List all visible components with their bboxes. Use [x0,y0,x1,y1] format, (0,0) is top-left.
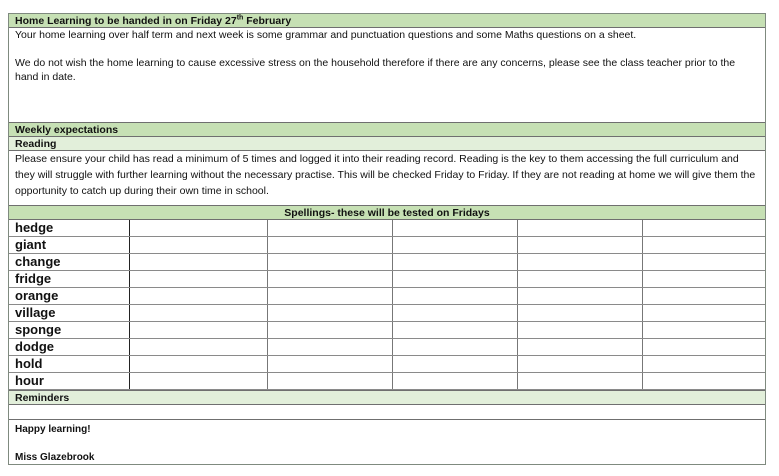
spelling-word: giant [9,237,129,254]
spelling-practice-cell[interactable] [642,339,765,356]
spelling-practice-cell[interactable] [517,220,642,237]
spelling-word: change [9,254,129,271]
spelling-practice-cell[interactable] [129,339,267,356]
weekly-expectations-header: Weekly expectations [9,123,765,137]
spelling-practice-cell[interactable] [267,288,392,305]
spelling-row [9,288,765,305]
spelling-word: fridge [9,271,129,288]
spelling-practice-cell[interactable] [129,305,267,322]
spelling-practice-cell[interactable] [267,339,392,356]
spelling-practice-cell[interactable] [392,339,517,356]
spelling-practice-cell[interactable] [642,237,765,254]
spelling-practice-cell[interactable] [517,373,642,390]
spelling-row [9,339,765,356]
spelling-practice-cell[interactable] [129,237,267,254]
spelling-practice-cell[interactable] [392,271,517,288]
home-learning-sheet [8,13,766,465]
spelling-practice-cell[interactable] [129,373,267,390]
spelling-practice-cell[interactable] [392,220,517,237]
spelling-row [9,271,765,288]
closing-signature: Miss Glazebrook [15,452,95,463]
spelling-practice-cell[interactable] [267,322,392,339]
spelling-practice-cell[interactable] [517,305,642,322]
spelling-practice-cell[interactable] [517,356,642,373]
spelling-practice-cell[interactable] [642,322,765,339]
reminders-header: Reminders [9,391,765,405]
spelling-word: village [9,305,129,322]
intro-cell [9,28,765,123]
spelling-practice-cell[interactable] [642,356,765,373]
spelling-row [9,373,765,390]
spelling-row [9,322,765,339]
reading-text: Please ensure your child has read a minimum of 5 times and logged it into their reading record. Reading is the key to them accessing the full curriculum and they will struggle with further learning without the necessary practise. This will be checked Friday to Friday. If they are not reading at home we will give them the opportunity to catch up during their own time in school. [9,151,765,206]
spelling-word: hour [9,373,129,390]
spelling-practice-cell[interactable] [392,288,517,305]
reading-header: Reading [9,137,765,151]
spelling-practice-cell[interactable] [392,373,517,390]
spelling-practice-cell[interactable] [267,220,392,237]
spelling-practice-cell[interactable] [129,271,267,288]
spelling-practice-cell[interactable] [642,271,765,288]
spelling-practice-cell[interactable] [642,220,765,237]
spelling-practice-cell[interactable] [267,305,392,322]
spelling-practice-cell[interactable] [642,373,765,390]
header-title-ordinal: th [236,14,244,22]
spelling-row [9,237,765,254]
closing-cell [9,420,765,464]
spelling-row [9,254,765,271]
header-title: Home Learning to be handed in on Friday 27 [15,15,237,27]
spelling-word: hedge [9,220,129,237]
spelling-practice-cell[interactable] [129,356,267,373]
spelling-practice-cell[interactable] [129,220,267,237]
spelling-practice-cell[interactable] [267,356,392,373]
spelling-row [9,305,765,322]
intro-line-2: We do not wish the home learning to cause excessive stress on the household therefore if there are any concerns, please see the class teacher prior to the hand in date. [15,57,736,83]
spelling-practice-cell[interactable] [267,373,392,390]
spelling-practice-cell[interactable] [267,254,392,271]
spellings-grid [9,220,765,390]
spelling-word: dodge [9,339,129,356]
closing-greeting: Happy learning! [15,424,91,435]
spelling-row [9,356,765,373]
spelling-practice-cell[interactable] [392,254,517,271]
home-learning-header [9,14,765,28]
spelling-practice-cell[interactable] [129,288,267,305]
spelling-practice-cell[interactable] [517,271,642,288]
spelling-practice-cell[interactable] [517,322,642,339]
spelling-practice-cell[interactable] [392,305,517,322]
spelling-practice-cell[interactable] [642,288,765,305]
intro-line-1: Your home learning over half term and next week is some grammar and punctuation questions and some Maths questions on a sheet. [15,29,637,41]
spellings-header: Spellings- these will be tested on Fridays [9,206,765,220]
spelling-practice-cell[interactable] [517,254,642,271]
spelling-practice-cell[interactable] [642,305,765,322]
spelling-practice-cell[interactable] [642,254,765,271]
spelling-row [9,220,765,237]
spellings-grid-wrap [9,220,765,391]
spelling-practice-cell[interactable] [517,339,642,356]
spelling-practice-cell[interactable] [517,288,642,305]
spelling-practice-cell[interactable] [392,322,517,339]
spelling-practice-cell[interactable] [392,356,517,373]
reminders-content [9,405,765,420]
spelling-word: sponge [9,322,129,339]
spelling-practice-cell[interactable] [392,237,517,254]
spelling-practice-cell[interactable] [517,237,642,254]
spelling-word: orange [9,288,129,305]
spelling-word: hold [9,356,129,373]
spelling-practice-cell[interactable] [267,271,392,288]
spelling-practice-cell[interactable] [129,254,267,271]
spelling-practice-cell[interactable] [129,322,267,339]
header-title-month: February [243,15,292,27]
spelling-practice-cell[interactable] [267,237,392,254]
